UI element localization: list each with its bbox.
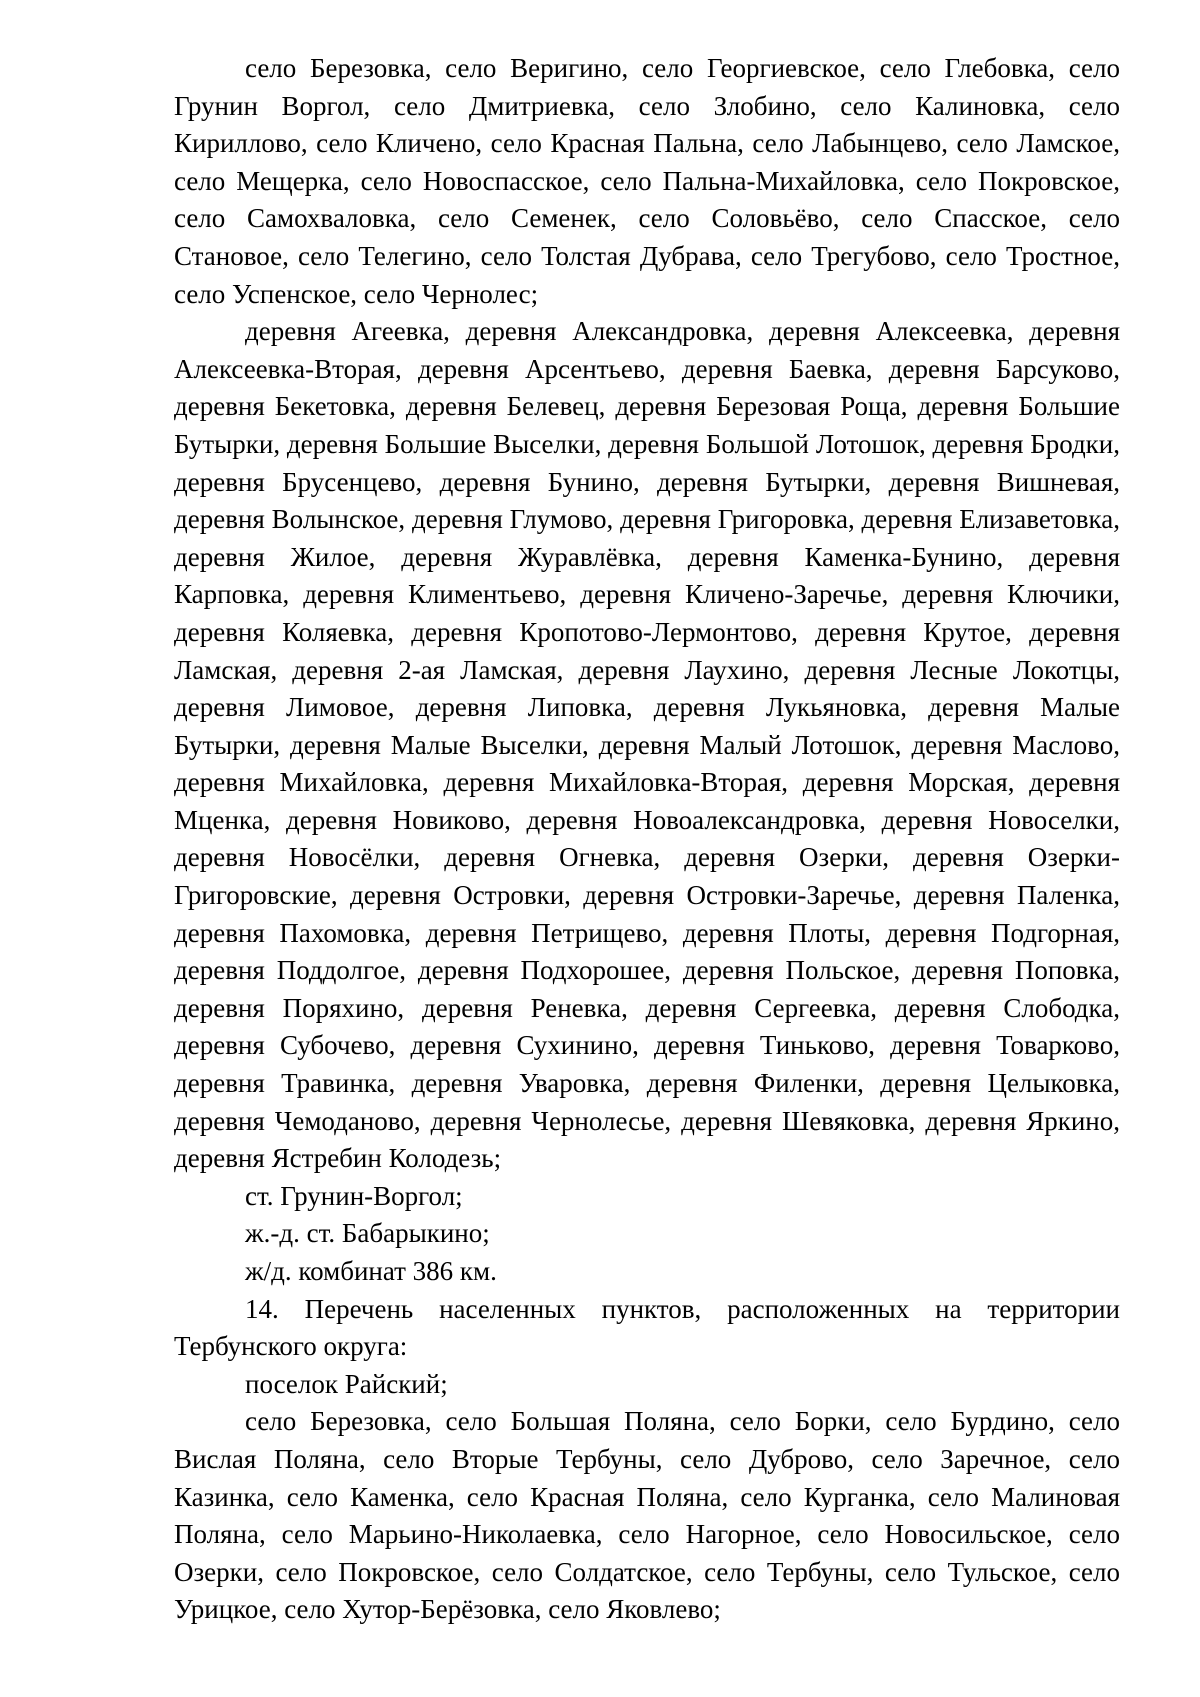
paragraph-sela-list: село Березовка, село Веригино, село Георгиевское, село Глебовка, село Грунин Воргол, село Дмитриевка, село Злобино, село Калиновка, село Кириллово, село Кличено, село Красная Пальна, село Лабынцево, село Ламское, село Мещерка, село Новоспасское, село Пальна-Михайловка, село Покровское, село Самохваловка, село Семенек, село Соловьёво, село Спасское, село Становое, село Телегино, село Толстая Дубрава, село Трегубово, село Тростное, село Успенское, село Чернолес; [174,53,1120,309]
paragraph-terbuny-sela-list: село Березовка, село Большая Поляна, село Борки, село Бурдино, село Вислая Поляна, село Вторые Тербуны, село Дуброво, село Заречное, село Казинка, село Каменка, село Красная Поляна, село Курганка, село Малиновая Поляна, село Марьино-Николаевка, село Нагорное, село Новосильское, село Озерки, село Покровское, село Солдатское, село Тербуны, село Тульское, село Урицкое, село Хутор-Берёзовка, село Яковлево; [174,1406,1120,1625]
paragraph-station-babarykino: ж.-д. ст. Бабарыкино; [245,1218,490,1249]
paragraph-derevni-list: деревня Агеевка, деревня Александровка, деревня Алексеевка, деревня Алексеевка-Вторая, деревня Арсентьево, деревня Баевка, деревня Барсуково, деревня Бекетовка, деревня Белевец, деревня Березовая Роща, деревня Большие Бутырки, деревня Большие Выселки, деревня Большой Лотошок, деревня Бродки, деревня Брусенцево, деревня Бунино, деревня Бутырки, деревня Вишневая, деревня Волынское, деревня Глумово, деревня Григоровка, деревня Елизаветовка, деревня Жилое, деревня Журавлёвка, деревня Каменка-Бунино, деревня Карповка, деревня Климентьево, деревня Кличено-Заречье, деревня Ключики, деревня Коляевка, деревня Кропотово-Лермонтово, деревня Крутое, деревня Ламская, деревня 2-ая Ламская, деревня Лаухино, деревня Лесные Локотцы, деревня Лимовое, деревня Липовка, деревня Лукьяновка, деревня Малые Бутырки, деревня Малые Выселки, деревня Малый Лотошок, деревня Маслово, деревня Михайловка, деревня Михайловка-Вторая, деревня Морская, деревня Мценка, деревня Новиково, деревня Новоалександровка, деревня Новоселки, деревня Новосёлки, деревня Огневка, деревня Озерки, деревня Озерки-Григоровские, деревня Островки, деревня Островки-Заречье, деревня Паленка, деревня Пахомовка, деревня Петрищево, деревня Плоты, деревня Подгорная, деревня Поддолгое, деревня Подхорошее, деревня Польское, деревня Поповка, деревня Поряхино, деревня Реневка, деревня Сергеевка, деревня Слободка, деревня Субочево, деревня Сухинино, деревня Тиньково, деревня Товарково, деревня Травинка, деревня Уваровка, деревня Филенки, деревня Целыковка, деревня Чемоданово, деревня Чернолесье, деревня Шевяковка, деревня Яркино, деревня Ястребин Колодезь; [174,316,1120,1174]
paragraph-kombinat-386: ж/д. комбинат 386 км. [245,1256,497,1286]
paragraph-station-grunin-vorgol: ст. Грунин-Воргол; [245,1180,463,1211]
document-body [174,50,1120,1629]
paragraph-poselok-raysky: поселок Райский; [245,1368,448,1399]
paragraph-section-14-heading: 14. Перечень населенных пунктов, расположенных на территории Тербунского округа: [174,1293,1120,1362]
